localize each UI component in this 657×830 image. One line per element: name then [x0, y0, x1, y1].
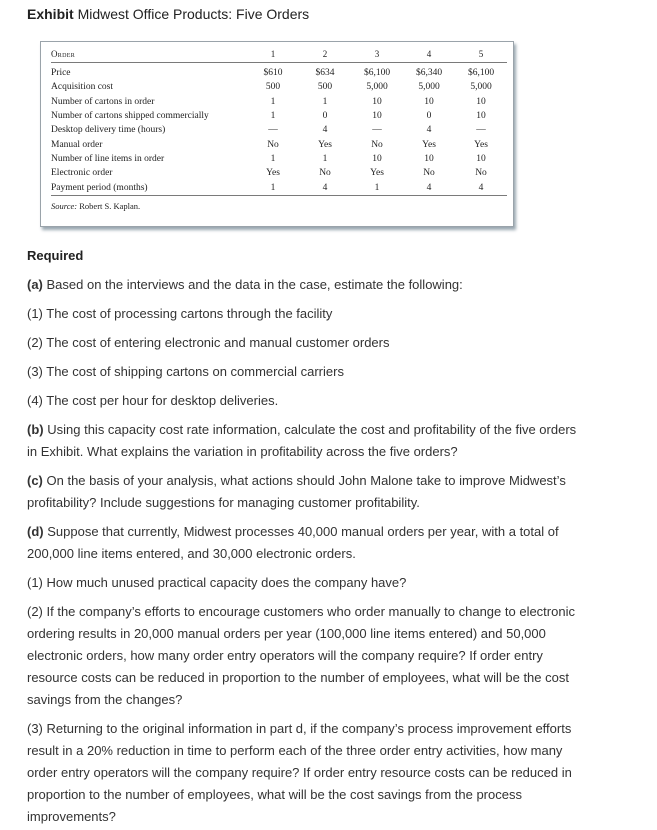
- table-row: [51, 152, 507, 166]
- question-d3: [27, 718, 627, 828]
- question-a-tag: (a): [27, 277, 43, 292]
- question-d3-line: result in a 20% reduction in time to perform each of the three order entry activities, how many: [27, 743, 563, 758]
- row-value: $610: [263, 68, 283, 79]
- question-c-tag: (c): [27, 473, 43, 488]
- row-value: 10: [372, 96, 382, 107]
- row-value: 10: [476, 111, 486, 122]
- row-value: 1: [270, 182, 276, 193]
- row-label: Number of cartons in order: [51, 96, 155, 107]
- row-value: 10: [424, 96, 434, 107]
- order-number: 3: [351, 45, 403, 63]
- row-value: —: [476, 125, 486, 136]
- question-d1: (1) How much unused practical capacity does the company have?: [27, 575, 407, 590]
- order-number: 4: [403, 45, 455, 63]
- question-d3-line: improvements?: [27, 809, 116, 824]
- row-value: $634: [315, 68, 335, 79]
- exhibit-table-box: [40, 41, 514, 227]
- row-value: $6,340: [415, 68, 443, 79]
- row-value: 1: [270, 153, 276, 164]
- row-value: 5,000: [418, 82, 440, 93]
- row-value: Yes: [370, 168, 384, 179]
- row-value: —: [372, 125, 382, 136]
- table-header-row: [51, 45, 507, 63]
- row-value: 10: [476, 153, 486, 164]
- table-row: [51, 63, 507, 81]
- row-value: 500: [265, 82, 281, 93]
- row-value: 1: [374, 182, 380, 193]
- row-value: 500: [317, 82, 333, 93]
- question-c-text: On the basis of your analysis, what actions should John Malone take to improve Midwest’s: [46, 473, 566, 488]
- exhibit-title: [27, 6, 309, 22]
- exhibit-label: Exhibit: [27, 6, 74, 22]
- order-header: Order: [51, 45, 247, 63]
- order-number: 1: [247, 45, 299, 63]
- order-number: 2: [299, 45, 351, 63]
- question-a3: (3) The cost of shipping cartons on commercial carriers: [27, 364, 344, 379]
- question-a1: (1) The cost of processing cartons through the facility: [27, 306, 333, 321]
- row-value: 4: [426, 125, 432, 136]
- question-c-line: profitability? Include suggestions for managing customer profitability.: [27, 495, 420, 510]
- row-value: 1: [270, 111, 276, 122]
- question-b-line: [27, 419, 627, 441]
- required-heading: Required: [27, 248, 84, 263]
- table-row: [51, 109, 507, 123]
- table-row: [51, 166, 507, 180]
- question-d2-line: ordering results in 20,000 manual orders per year (100,000 line items entered) and 50,000: [27, 626, 546, 641]
- row-value: Yes: [474, 139, 488, 150]
- source-text: Robert S. Kaplan.: [79, 200, 141, 211]
- row-label: Electronic order: [51, 168, 113, 179]
- row-value: No: [371, 139, 383, 150]
- exhibit-table: [51, 45, 507, 213]
- row-value: $6,100: [363, 68, 391, 79]
- question-d2: [27, 601, 627, 711]
- row-value: No: [319, 168, 331, 179]
- question-a2: (2) The cost of entering electronic and manual customer orders: [27, 335, 390, 350]
- row-label: Price: [51, 68, 71, 79]
- row-value: 4: [322, 182, 328, 193]
- question-b-text: Using this capacity cost rate information, calculate the cost and profitability of the five orders: [47, 422, 577, 437]
- row-value: 10: [476, 96, 486, 107]
- row-label: Number of cartons shipped commercially: [51, 111, 209, 122]
- question-d-line: 200,000 line items entered, and 30,000 electronic orders.: [27, 546, 356, 561]
- question-b: [27, 419, 627, 463]
- row-value: 1: [322, 153, 328, 164]
- row-value: 1: [322, 96, 328, 107]
- table-row: [51, 80, 507, 94]
- row-value: 10: [372, 153, 382, 164]
- row-value: 4: [478, 182, 484, 193]
- row-value: 4: [322, 125, 328, 136]
- row-value: 10: [372, 111, 382, 122]
- question-b-line: in Exhibit. What explains the variation in profitability across the five orders?: [27, 444, 458, 459]
- question-d3-line: proportion to the number of employees, what will be the cost savings from the process: [27, 787, 522, 802]
- order-number: 5: [455, 45, 507, 63]
- question-c: [27, 470, 627, 514]
- question-d2-line: savings from the changes?: [27, 692, 183, 707]
- table-row: [51, 95, 507, 109]
- row-value: —: [268, 125, 278, 136]
- row-value: 0: [322, 111, 328, 122]
- question-c-line: [27, 470, 627, 492]
- row-value: 4: [426, 182, 432, 193]
- row-label: Desktop delivery time (hours): [51, 125, 166, 136]
- question-d2-line: (2) If the company’s efforts to encourage customers who order manually to change to electronic: [27, 604, 575, 619]
- row-value: No: [423, 168, 435, 179]
- row-value: $6,100: [467, 68, 495, 79]
- question-a4: (4) The cost per hour for desktop deliveries.: [27, 393, 279, 408]
- row-value: Yes: [422, 139, 436, 150]
- row-label: Payment period (months): [51, 182, 148, 193]
- source-label: Source:: [51, 200, 78, 211]
- question-d-text: Suppose that currently, Midwest processes 40,000 manual orders per year, with a total of: [47, 524, 559, 539]
- table-row: [51, 180, 507, 195]
- row-value: 5,000: [470, 82, 492, 93]
- question-d3-line: (3) Returning to the original information in part d, if the company’s process improvement efforts: [27, 721, 572, 736]
- row-label: Manual order: [51, 139, 103, 150]
- row-value: No: [267, 139, 279, 150]
- source-row: [51, 195, 507, 213]
- question-d-line: [27, 521, 627, 543]
- row-label: Number of line items in order: [51, 153, 165, 164]
- question-a-text: Based on the interviews and the data in the case, estimate the following:: [46, 277, 463, 292]
- row-value: No: [475, 168, 487, 179]
- row-value: 1: [270, 96, 276, 107]
- question-d-tag: (d): [27, 524, 44, 539]
- row-value: 10: [424, 153, 434, 164]
- question-b-tag: (b): [27, 422, 44, 437]
- row-value: Yes: [266, 168, 280, 179]
- exhibit-name: Midwest Office Products: Five Orders: [77, 6, 310, 22]
- question-d2-line: electronic orders, how many order entry operators will the company require? If order entry: [27, 648, 543, 663]
- question-d: [27, 521, 627, 565]
- question-d2-line: resource costs can be reduced in proportion to the number of employees, what will be the cost: [27, 670, 569, 685]
- table-row: [51, 123, 507, 137]
- row-value: Yes: [318, 139, 332, 150]
- question-d3-line: order entry operators will the company require? If order entry resource costs can be reduced in: [27, 765, 572, 780]
- question-a: [27, 274, 463, 296]
- table-row: [51, 137, 507, 151]
- row-value: 5,000: [366, 82, 388, 93]
- row-value: 0: [426, 111, 432, 122]
- row-label: Acquisition cost: [51, 82, 114, 93]
